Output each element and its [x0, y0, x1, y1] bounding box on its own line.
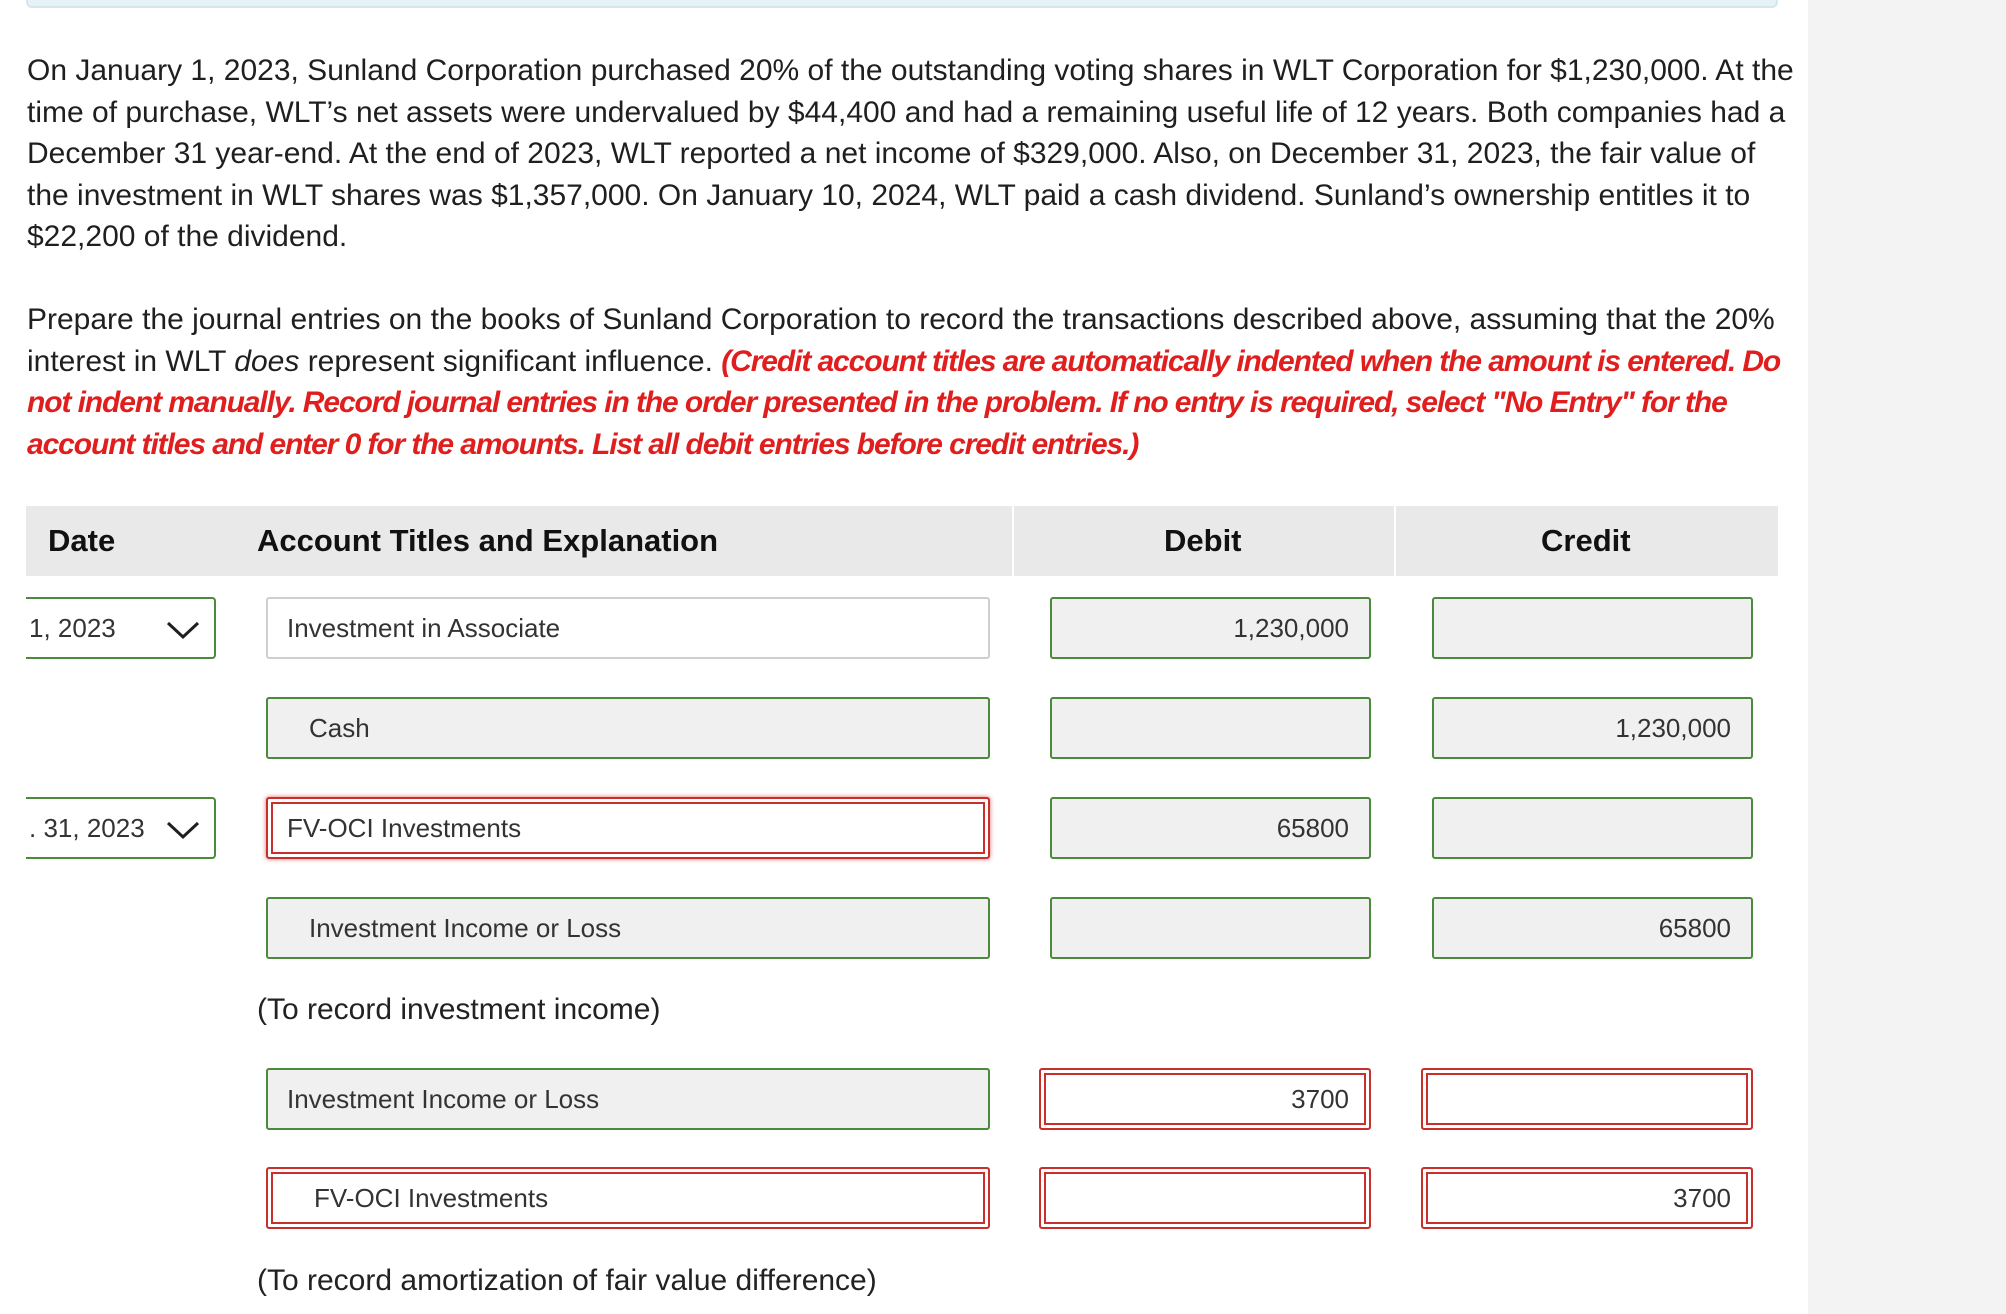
debit-input-row1[interactable]: 1,230,000: [1050, 597, 1371, 659]
credit-input-row1[interactable]: [1432, 597, 1753, 659]
header-divider: [1012, 506, 1014, 576]
debit-input-row2[interactable]: [1050, 697, 1371, 759]
prompt-text: Prepare the journal entries on the books of Sunland Corporation to record the transactions described above, assuming that the 20% interest in WLT: [27, 303, 1775, 378]
header-credit: Credit: [1541, 523, 1631, 558]
chevron-down-icon: [166, 813, 200, 845]
explanation-amortization: (To record amortization of fair value difference): [257, 1264, 877, 1297]
account-input-row1[interactable]: Investment in Associate: [266, 597, 990, 659]
problem-paragraph: On January 1, 2023, Sunland Corporation purchased 20% of the outstanding voting shares in WLT Corporation for $1,230,000. At the time of purchase, WLT’s net assets were undervalued by $44,400 and had a remaining useful life of 12 years. Both companies had a December 31 year-end. At the end of 2023, WLT reported a net income of $329,000. Also, on December 31, 2023, the fair value of the investment in WLT shares was $1,357,000. On January 10, 2024, WLT paid a cash dividend. Sunland’s ownership entitles it to $22,200 of the dividend.: [27, 54, 1794, 253]
date-select-entry2[interactable]: [26, 797, 216, 859]
header-divider: [1394, 506, 1396, 576]
account-input-row6[interactable]: FV-OCI Investments: [266, 1167, 990, 1229]
debit-input-row6[interactable]: [1039, 1167, 1371, 1229]
credit-input-row4[interactable]: 65800: [1432, 897, 1753, 959]
explanation-income: (To record investment income): [257, 993, 661, 1026]
account-input-row5[interactable]: Investment Income or Loss: [266, 1068, 990, 1130]
debit-input-row4[interactable]: [1050, 897, 1371, 959]
debit-input-row5[interactable]: 3700: [1039, 1068, 1371, 1130]
instructions-text: (Credit account titles are automatically indented when the amount is entered. Do not indent manually. Record journal entries in the order presented in the problem. If no entry is required, select "No Entry" for the account titles and enter 0 for the amounts. List all debit entries before credit entries.): [27, 344, 1781, 461]
date-value: 1, 2023: [29, 613, 116, 643]
account-input-row4[interactable]: Investment Income or Loss: [266, 897, 990, 959]
date-value: . 31, 2023: [29, 813, 145, 843]
credit-input-row3[interactable]: [1432, 797, 1753, 859]
chevron-down-icon: [166, 613, 200, 645]
table-header: [26, 506, 1778, 576]
credit-input-row2[interactable]: 1,230,000: [1432, 697, 1753, 759]
top-banner: [26, 0, 1778, 8]
header-date: Date: [48, 523, 116, 558]
date-select-entry1[interactable]: [26, 597, 216, 659]
debit-input-row3[interactable]: 65800: [1050, 797, 1371, 859]
problem-prompt: [27, 299, 1797, 465]
header-debit: Debit: [1164, 523, 1242, 558]
prompt-emphasis: does: [234, 344, 300, 378]
credit-input-row5[interactable]: [1421, 1068, 1753, 1130]
right-gutter: [1808, 0, 2006, 1314]
credit-input-row6[interactable]: 3700: [1421, 1167, 1753, 1229]
account-input-row2[interactable]: Cash: [266, 697, 990, 759]
prompt-text-end: represent significant influence.: [299, 344, 722, 378]
account-input-row3[interactable]: FV-OCI Investments: [266, 797, 990, 859]
header-account: Account Titles and Explanation: [257, 523, 719, 558]
